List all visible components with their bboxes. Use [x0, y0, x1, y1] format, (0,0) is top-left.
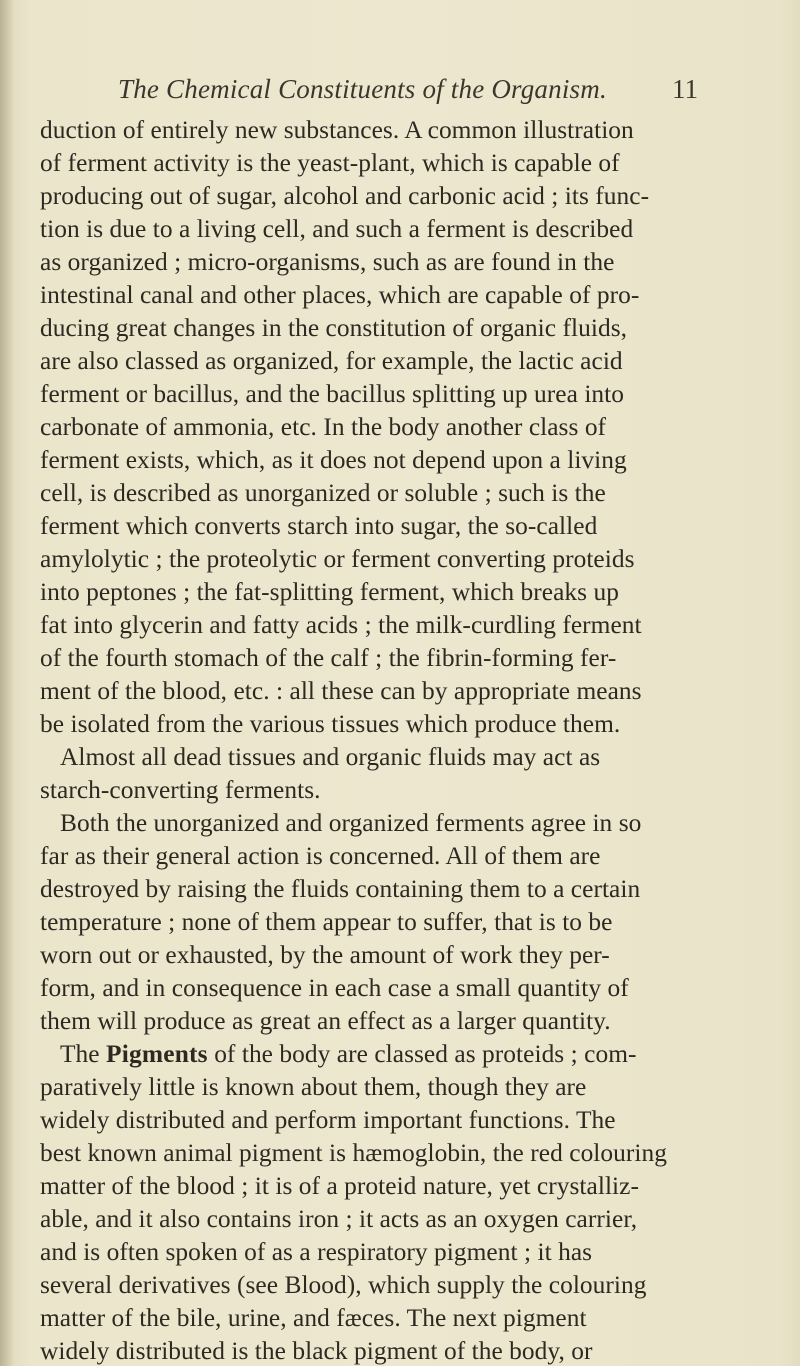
- text-line: matter of the blood ; it is of a proteid nature, yet crystalliz-: [40, 1172, 639, 1200]
- text-line: intestinal canal and other places, which are capable of pro-: [40, 281, 640, 309]
- text-line: fat into glycerin and fatty acids ; the milk-curdling ferment: [40, 611, 642, 639]
- text-line: best known animal pigment is hæmoglobin, the red colouring: [40, 1139, 668, 1167]
- body-text: [40, 114, 800, 1366]
- text-line: into peptones ; the fat-splitting ferment, which breaks up: [40, 578, 619, 606]
- paragraph-start-line: [40, 1038, 800, 1071]
- text-line: ferment exists, which, as it does not depend upon a living: [40, 446, 627, 474]
- text-line: of the fourth stomach of the calf ; the fibrin-forming fer-: [40, 644, 617, 672]
- text-line: widely distributed is the black pigment of the body, or: [40, 1337, 593, 1365]
- text-line: worn out or exhausted, by the amount of work they per-: [40, 941, 610, 969]
- text-line: widely distributed and perform important functions. The: [40, 1106, 616, 1134]
- page-number: 11: [672, 74, 698, 104]
- running-header: [118, 74, 698, 114]
- text-line: form, and in consequence in each case a small quantity of: [40, 974, 629, 1002]
- text-line: several derivatives (see Blood), which supply the colouring: [40, 1271, 647, 1299]
- text-line: are also classed as organized, for example, the lactic acid: [40, 347, 623, 375]
- running-title: The Chemical Constituents of the Organism.: [118, 74, 607, 104]
- text-line: them will produce as great an effect as a larger quantity.: [40, 1007, 611, 1035]
- text-line: matter of the bile, urine, and fæces. The next pigment: [40, 1304, 587, 1332]
- pigments-line-rest: of the body are classed as proteids ; com-: [214, 1040, 637, 1068]
- text-line: duction of entirely new substances. A common illustration: [40, 116, 634, 144]
- text-line: and is often spoken of as a respiratory pigment ; it has: [40, 1238, 593, 1266]
- text-line: carbonate of ammonia, etc. In the body another class of: [40, 413, 607, 441]
- text-line: amylolytic ; the proteolytic or ferment converting proteids: [40, 545, 635, 573]
- text-line: as organized ; micro-organisms, such as are found in the: [40, 248, 615, 276]
- text-line: destroyed by raising the fluids containing them to a certain: [40, 875, 641, 903]
- text-line: tion is due to a living cell, and such a ferment is described: [40, 215, 634, 243]
- text-line: temperature ; none of them appear to suffer, that is to be: [40, 908, 613, 936]
- text-line: far as their general action is concerned. All of them are: [40, 842, 601, 870]
- text-line: able, and it also contains iron ; it acts as an oxygen carrier,: [40, 1205, 638, 1233]
- text-line: ferment or bacillus, and the bacillus splitting up urea into: [40, 380, 625, 408]
- text-line: cell, is described as unorganized or soluble ; such is the: [40, 479, 606, 507]
- text-line: ment of the blood, etc. : all these can by appropriate means: [40, 677, 642, 705]
- text-line: ferment which converts starch into sugar, the so-called: [40, 512, 598, 540]
- pigments-lead: The: [60, 1040, 100, 1068]
- text-line: ducing great changes in the constitution of organic fluids,: [40, 314, 628, 342]
- paragraph-start-line: Both the unorganized and organized ferments agree in so: [60, 809, 642, 837]
- page-gutter-shadow: [0, 0, 14, 1366]
- text-line: of ferment activity is the yeast-plant, which is capable of: [40, 149, 620, 177]
- text-line: be isolated from the various tissues which produce them.: [40, 710, 621, 738]
- paragraph-start-line: Almost all dead tissues and organic fluids may act as: [60, 743, 601, 771]
- text-line: producing out of sugar, alcohol and carbonic acid ; its func-: [40, 182, 650, 210]
- pigments-heading: Pigments: [106, 1040, 208, 1068]
- text-line: starch-converting ferments.: [40, 776, 321, 804]
- text-line: paratively little is known about them, though they are: [40, 1073, 587, 1101]
